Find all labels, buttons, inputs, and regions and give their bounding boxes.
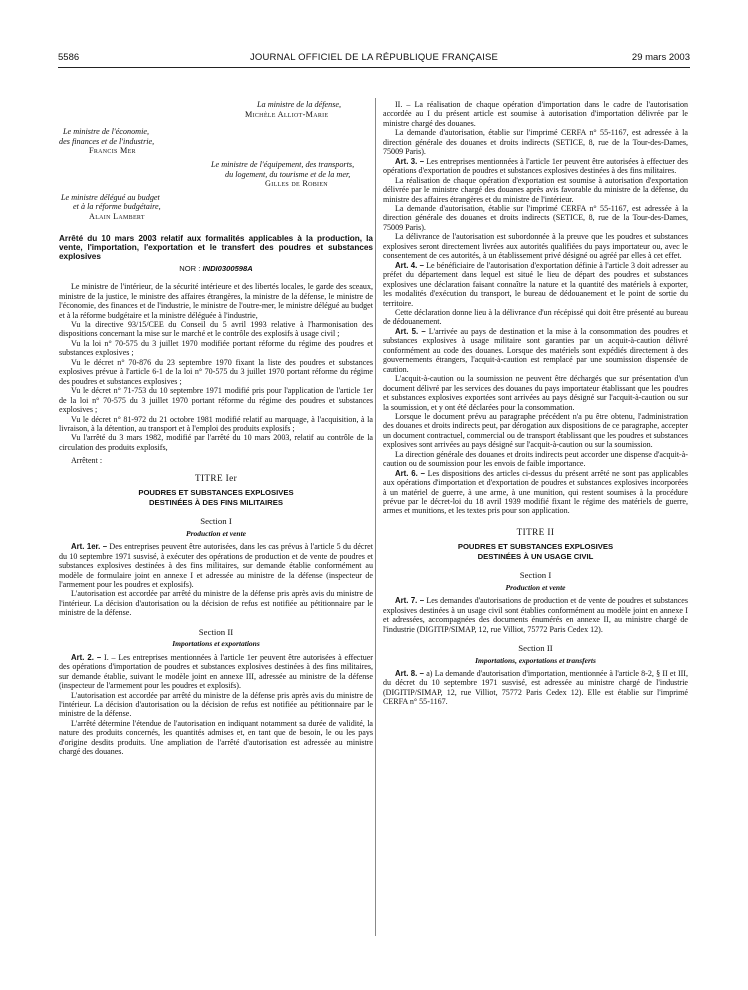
journal-title: JOURNAL OFFICIEL DE LA RÉPUBLIQUE FRANÇAISE <box>249 52 499 63</box>
paragraph: Vu le décret n° 81-972 du 21 octobre 1981 modifié relatif au marquage, à l'acquisition, à la livraison, à la détention, au transport et à l'emploi des produits explosifs ; <box>59 414 373 433</box>
signature-name: Michèle Alliot-Marie <box>245 109 329 119</box>
signature-role: Le ministre de l'économie, <box>63 127 150 137</box>
article-label: Art. 4. – <box>395 260 424 270</box>
paragraph: La réalisation de chaque opération d'exportation est soumise à autorisation d'exportation délivrée par le ministre chargé des douanes après avis favorable du ministre de la défense, du ministre des affaires étrangères et du ministre de l'intérieur. <box>383 175 688 204</box>
article-label: Art. 5. – <box>395 326 426 336</box>
signature-role: des finances et de l'industrie, <box>59 136 155 146</box>
paragraph: L'arrêté détermine l'étendue de l'autorisation en indiquant notamment sa durée de validité, la nature des produits concernés, les quantités admises et, en tant que de besoin, le ou les pays d'origine desdits produits. Une ampliation de l'arrêté d'autorisation est adressée au ministre chargé des douanes. <box>59 718 373 757</box>
paragraph: L'autorisation est accordée par arrêté du ministre de la défense pris après avis du ministre de l'intérieur. La décision d'autorisation ou la décision de refus est notifiée au pétitionnaire par le ministre de la défense. <box>59 690 373 719</box>
paragraph: Vu la loi n° 70-575 du 3 juillet 1970 modifiée portant réforme du régime des poudres et substances explosives ; <box>59 338 373 358</box>
article-label: Art. 8. – <box>395 669 425 679</box>
arrete-title: Arrêté du 10 mars 2003 relatif aux formalités applicables à la production, la vente, l'importation, l'exportation et le transfert des poudres et substances explosives <box>59 233 373 262</box>
signature-role: et à la réforme budgétaire, <box>73 202 161 212</box>
signature-name: Francis Mer <box>89 146 136 156</box>
arretent: Arrêtent : <box>71 456 103 466</box>
article-paragraph: Art. 7. – Les demandes d'autorisations de production et de vente de poudres et substances explosives destinées à un usage civil sont établies conformément au modèle joint en annexe I et adressées, accompagnées des documents énumérés en annexe II, au ministre chargé de l'industrie (DIGITIP/SIMAP, 12, rue Villiot, 75772 Paris Cedex 12). <box>383 596 688 634</box>
titre-heading: TITRE II <box>516 526 555 537</box>
section-heading: Section I <box>519 570 552 581</box>
paragraph: L'acquit-à-caution ou la soumission ne peuvent être déchargés que sur présentation d'un document délivré par les services des douanes du pays importateur établissant que les poudres et substances explosives exportées sont arrivées au pays désigné sur l'acquit-à-caution ou sur la soumission, et y ont été déclarées pour la consommation. <box>383 374 688 412</box>
article-label: Art. 7. – <box>395 596 425 606</box>
article-paragraph: Art. 6. – Les dispositions des articles ci-dessus du présent arrêté ne sont pas applicables aux opérations d'importation et d'exportation de poudres et substances explosives incorporées à un matériel de guerre, à une arme, à une munition, qui restent soumises à la procédure prévue par le décret-loi du 18 avril 1939 modifié fixant le régime des matériels de guerre, armes et munitions, et les textes pris pour son application. <box>383 468 688 516</box>
section-heading: Section II <box>198 626 234 637</box>
page-header <box>58 52 690 66</box>
article-label: Art. 2. – <box>71 652 102 662</box>
article-paragraph: Art. 1er. – Des entreprises peuvent être autorisées, dans les cas prévus à l'article 5 du décret du 10 septembre 1971 susvisé, à exécuter des opérations de production et de vente de poudres et substances explosives destinées à des fins militaires, sur demande établie conformément au modèle de formulaire joint en annexe I et adressée au ministre de la défense (inspecteur de l'armement pour les poudres et explosifs). <box>59 542 373 589</box>
paragraph: Le ministre de l'intérieur, de la sécurité intérieure et des libertés locales, le garde des sceaux, ministre de la justice, le ministre des affaires étrangères, la ministre de la défense, le ministre de l'économie, des finances et de l'industrie, le ministre de l'outre-mer, le ministre délégué au budget et à la réforme budgétaire et la ministre déléguée à l'industrie, <box>59 282 373 320</box>
section-subheading: Importations et exportations <box>172 639 260 649</box>
signature-role: Le ministre délégué au budget <box>61 192 160 202</box>
signature-name: Alain Lambert <box>89 211 145 221</box>
paragraph: Cette déclaration donne lieu à la délivrance d'un récépissé qui doit être présenté au bureau de dédouanement. <box>383 307 688 327</box>
paragraph: Lorsque le document prévu au paragraphe précédent n'a pu être obtenu, l'administration des douanes et droits indirects peut, par dérogation aux dispositions de ce paragraphe, accepter un document contractuel, commercial ou de transport établissant que les poudres et substances explosives sont arrivées au pays désigné sur l'acquit-à-caution ou sur la soumission. <box>383 411 689 450</box>
signature-block <box>59 100 373 222</box>
article-paragraph: Art. 4. – Le bénéficiaire de l'autorisation d'exportation définie à l'article 3 doit adresser au préfet du département dans lequel est situé le lieu de départ des poudres et substances explosives une déclaration faisant connaître la nature et la quantité des matériels à exporter, les modalités d'exécution du transport, le bureau de dédouanement et le point de sortie du territoire. <box>383 260 688 308</box>
paragraph: Vu le décret n° 71-753 du 10 septembre 1971 modifié pris pour l'application de l'article 1er de la loi n° 70-575 du 3 juillet 1970 portant réforme du régime des poudres et substances explosives ; <box>59 386 373 415</box>
article-paragraph: Art. 3. – Les entreprises mentionnées à l'article 1er peuvent être autorisées à effectuer des opérations d'exportation de poudres et substances explosives destinées à des fins militaires. <box>383 156 688 176</box>
signature-role: Le ministre de l'équipement, des transports, <box>211 159 355 169</box>
section-subheading: Production et vente <box>505 582 566 592</box>
right-column <box>383 100 688 707</box>
titre-subheading: POUDRES ET SUBSTANCES EXPLOSIVES DESTINÉES À DES FINS MILITAIRES <box>138 488 294 508</box>
paragraph: Vu la directive 93/15/CEE du Conseil du 5 avril 1993 relative à l'harmonisation des dispositions concernant la mise sur le marché et le contrôle des explosifs à usage civil ; <box>59 320 373 339</box>
section-subheading: Importations, exportations et transferts <box>475 655 596 665</box>
paragraph: La demande d'autorisation, établie sur l'imprimé CERFA n° 55-1167, est adressée à la direction générale des douanes et droits indirects (SETICE, 8, rue de la Tour-des-Dames, 75009 Paris). <box>383 128 688 157</box>
titre-subheading: POUDRES ET SUBSTANCES EXPLOSIVES DESTINÉES À UN USAGE CIVIL <box>457 542 614 562</box>
publication-date: 29 mars 2003 <box>631 52 690 63</box>
paragraph: Vu le décret n° 70-876 du 23 septembre 1970 fixant la liste des poudres et substances explosives prévue à l'article 6-1 de la loi n° 70-575 du 3 juillet 1970 portant réforme du régime des poudres et substances explosives ; <box>59 357 373 386</box>
paragraph: L'autorisation est accordée par arrêté du ministre de la défense pris après avis du ministre de l'intérieur. La décision d'autorisation ou la décision de refus est notifiée au pétitionnaire par le ministre de la défense. <box>59 589 373 618</box>
signature-name: Gilles de Robien <box>265 179 328 189</box>
titre-heading: TITRE Ier <box>194 472 238 483</box>
section-heading: Section II <box>518 643 553 654</box>
paragraph: II. – La réalisation de chaque opération d'importation dans le cadre de l'autorisation accordée au I du présent article est soumise à autorisation d'importation délivrée par le ministre chargé des douanes. <box>383 100 688 128</box>
signature-role: du logement, du tourisme et de la mer, <box>225 169 351 179</box>
column-divider <box>375 98 376 936</box>
paragraph: La délivrance de l'autorisation est subordonnée à la preuve que les poudres et substances explosives seront directement livrées aux autorités qualifiées du pays importateur ou, avec le consentement de ces autorités, à un établissement privé désigné ou agréé par elles à cet effet. <box>383 232 688 261</box>
article-label: Art. 1er. – <box>71 542 108 552</box>
article-paragraph: Art. 2. – I. – Les entreprises mentionnées à l'article 1er peuvent être autorisées à effectuer des opérations d'importation de poudres et substances explosives destinées à des fins militaires, sur demande établie, suivant le modèle joint en annexe III, adressée au ministre de la défense (inspecteur de l'armement pour les poudres et explosifs). <box>59 652 373 691</box>
paragraph: La demande d'autorisation, établie sur l'imprimé CERFA n° 55-1167, est adressée à la direction générale des douanes et droits indirects (SETICE, 8, rue de la Tour-des-Dames, 75009 Paris). <box>383 203 688 232</box>
article-paragraph: Art. 8. – a) La demande d'autorisation d'importation, mentionnée à l'article 8-2, § II et III, du décret du 10 septembre 1971 susvisé, est adressée au ministre chargé de l'industrie (DIGITIP/SIMAP, 12, rue Villiot, 75772 Paris Cedex 12). Elle est établie sur l'imprimé CERFA n° 55-1167. <box>383 669 688 707</box>
paragraph: Vu l'arrêté du 3 mars 1982, modifié par l'arrêté du 10 mars 2003, relatif au contrôle de la circulation des produits explosifs, <box>59 433 373 452</box>
header-rule <box>58 67 690 68</box>
article-label: Art. 6. – <box>395 468 425 478</box>
paragraph: La direction générale des douanes et droits indirects peut accorder une dispense d'acquit-à-caution ou de soumission pour les envois de faible importance. <box>383 449 688 469</box>
nor-reference: NOR : INDI0300598A <box>179 263 253 273</box>
section-subheading: Production et vente <box>186 528 246 538</box>
section-heading: Section I <box>200 516 232 527</box>
article-paragraph: Art. 5. – L'arrivée au pays de destination et la mise à la consommation des poudres et substances explosives à usage militaire sont garanties par un acquit-à-caution délivré conformément au code des douanes. Lorsque des matériels sont expédiés directement à des gouvernements étrangers, l'acquit-à-caution est remplacé par une soumission dispensée de caution. <box>383 326 688 374</box>
page-number: 5586 <box>58 52 80 63</box>
signature-role: La ministre de la défense, <box>257 100 342 109</box>
article-label: Art. 3. – <box>395 156 425 166</box>
left-column <box>59 100 373 757</box>
